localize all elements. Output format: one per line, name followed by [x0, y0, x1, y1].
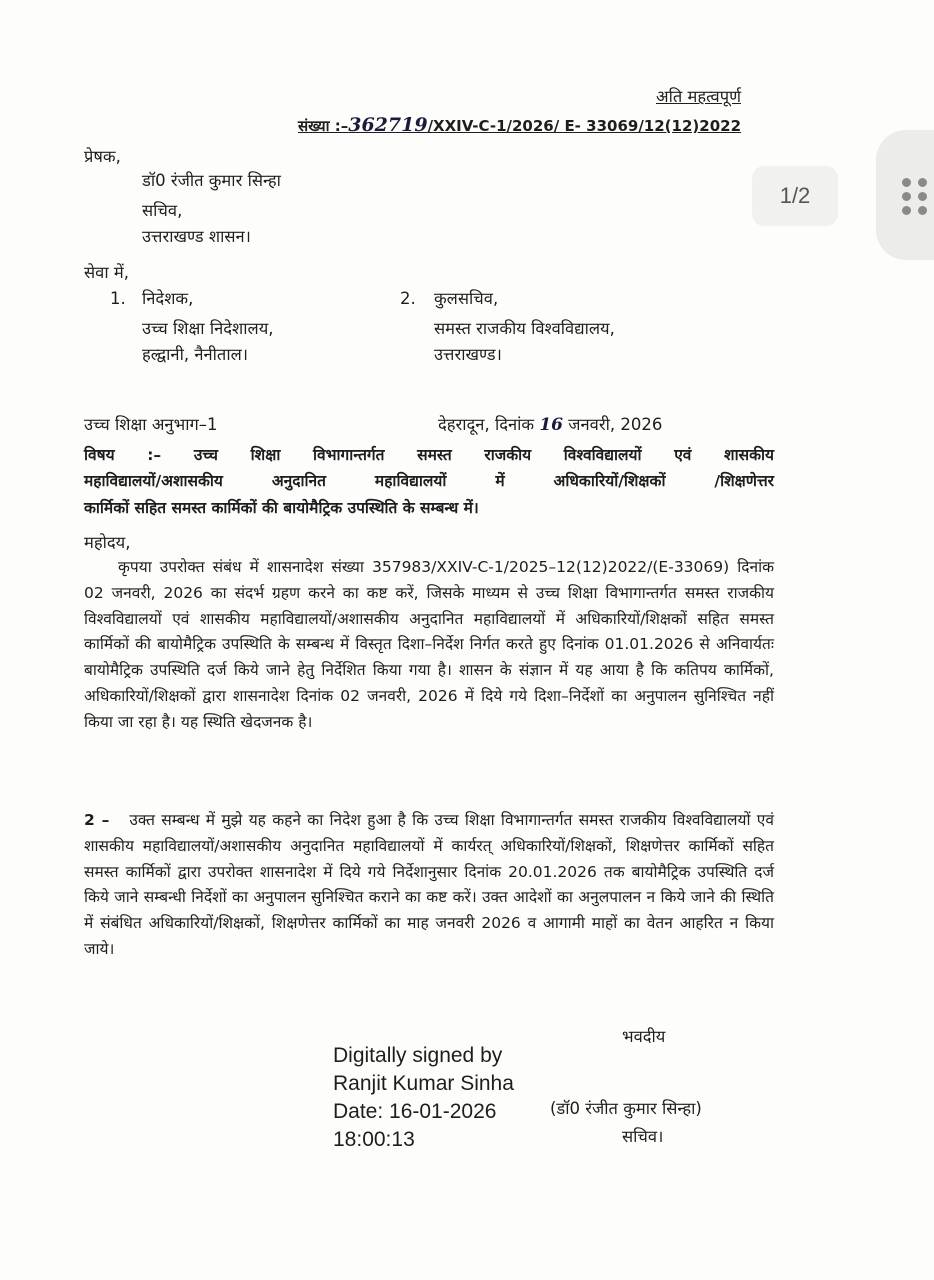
- recipients-label: सेवा में,: [84, 263, 129, 282]
- salutation: महोदय,: [84, 533, 131, 552]
- subject-line-1: विषय :– उच्च शिक्षा विभागान्तर्गत समस्त राजकीय विश्वविद्यालयों एवं शासकीय: [84, 446, 774, 464]
- reference-number: [298, 114, 741, 137]
- place-date: [438, 414, 662, 436]
- recipient-2-line2: समस्त राजकीय विश्वविद्यालय,: [434, 319, 615, 338]
- place-date-day: 16: [539, 415, 564, 435]
- sender-designation: सचिव,: [142, 201, 183, 220]
- digital-signature-line-2: Ranjit Kumar Sinha: [333, 1072, 514, 1095]
- sender-office: उत्तराखण्ड शासन।: [142, 227, 251, 246]
- recipient-1-number: 1.: [110, 289, 126, 308]
- recipient-1-line3: हल्द्वानी, नैनीताल।: [142, 345, 249, 364]
- closing-name: (डॉ0 रंजीत कुमार सिन्हा): [550, 1099, 702, 1118]
- ref-handwritten-number: 362719: [348, 114, 428, 136]
- priority-label: अति महत्वपूर्ण: [656, 87, 742, 106]
- recipient-2-title: कुलसचिव,: [434, 289, 499, 308]
- sender-name: डॉ0 रंजीत कुमार सिन्हा: [142, 171, 281, 190]
- sender-label: प्रेषक,: [84, 147, 121, 166]
- paragraph-2: [84, 808, 774, 963]
- subject-line-3: कार्मिकों सहित समस्त कार्मिकों की बायोमैट्रिक उपस्थिति के सम्बन्ध में।: [84, 499, 479, 517]
- closing-designation: सचिव।: [622, 1127, 664, 1146]
- place-date-suffix: जनवरी, 2026: [568, 415, 663, 434]
- page-indicator: 1/2: [752, 166, 838, 226]
- digital-signature-block: [333, 1042, 514, 1154]
- paragraph-2-number: 2 –: [84, 811, 110, 829]
- recipient-1-line2: उच्च शिक्षा निदेशालय,: [142, 319, 274, 338]
- paragraph-1: कृपया उपरोक्त संबंध में शासनादेश संख्या 357983/XXIV-C-1/2025–12(12)2022/(E-33069) दिनांक 02 जनवरी, 2026 का संदर्भ ग्रहण करने का कष्ट करें, जिसके माध्यम से उच्च शिक्षा विभागान्तर्गत समस्त राजकीय विश्वविद्यालयों एवं शासकीय महाविद्यालयों/अशासकीय अनुदानित महाविद्यालयों में अधिकारियों/शिक्षकों सहित समस्त कार्मिकों की बायोमैट्रिक उपस्थिति के सम्बन्ध में विस्तृत दिशा–निर्देश निर्गत करते हुए दिनांक 01.01.2026 से अनिवार्यतः बायोमैट्रिक उपस्थिति दर्ज किये जाने हेतु निर्देशित किया गया है। शासन के संज्ञान में यह आया है कि कतिपय कार्मिकों, अधिकारियों/शिक्षकों द्वारा शासनादेश दिनांक 02 जनवरी, 2026 में दिये गये दिशा–निर्देशों का अनुपालन सुनिश्चित नहीं किया जा रहा है। यह स्थिति खेदजनक है।: [84, 558, 774, 731]
- recipient-2-line3: उत्तराखण्ड।: [434, 345, 502, 364]
- recipient-2-number: 2.: [400, 289, 416, 308]
- ref-prefix: संख्या :–: [298, 117, 349, 135]
- grip-dots-icon[interactable]: [902, 178, 928, 216]
- digital-signature-line-3: Date: 16-01-2026: [333, 1100, 497, 1123]
- digital-signature-line-1: Digitally signed by: [333, 1044, 503, 1067]
- digital-signature-line-4: 18:00:13: [333, 1128, 415, 1151]
- department-section: उच्च शिक्षा अनुभाग–1: [84, 415, 218, 434]
- subject-line-2: महाविद्यालयों/अशासकीय अनुदानित महाविद्यालयों में अधिकारियों/शिक्षकों /शिक्षणेत्तर: [84, 472, 774, 490]
- ref-suffix: /XXIV-C-1/2026/ E- 33069/12(12)2022: [427, 117, 742, 135]
- paragraph-2-text: उक्त सम्बन्ध में मुझे यह कहने का निदेश हुआ है कि उच्च शिक्षा विभागान्तर्गत समस्त राजकीय विश्वविद्यालयों एवं शासकीय महाविद्यालयों/अशासकीय अनुदानित महाविद्यालयों में कार्यरत् अधिकारियों/शिक्षकों, शिक्षणेत्तर कार्मिकों सहित समस्त कार्मिकों द्वारा उपरोक्त शासनादेश में दिये गये निर्देशानुसार दिनांक 20.01.2026 तक बायोमैट्रिक उपस्थिति दर्ज किये जाने सम्बन्धी निर्देशों का अनुपालन सुनिश्चित कराने का कष्ट करें। उक्त आदेशों का अनुलपालन न किये जाने की स्थिति में संबंधित अधिकारियों/शिक्षकों, शिक्षणेत्तर कार्मिकों का माह जनवरी 2026 व आगामी माहों का वेतन आहरित न किया जाये।: [84, 811, 774, 958]
- place-date-prefix: देहरादून, दिनांक: [438, 415, 535, 434]
- recipient-1-title: निदेशक,: [142, 289, 194, 308]
- closing-yours: भवदीय: [622, 1027, 666, 1046]
